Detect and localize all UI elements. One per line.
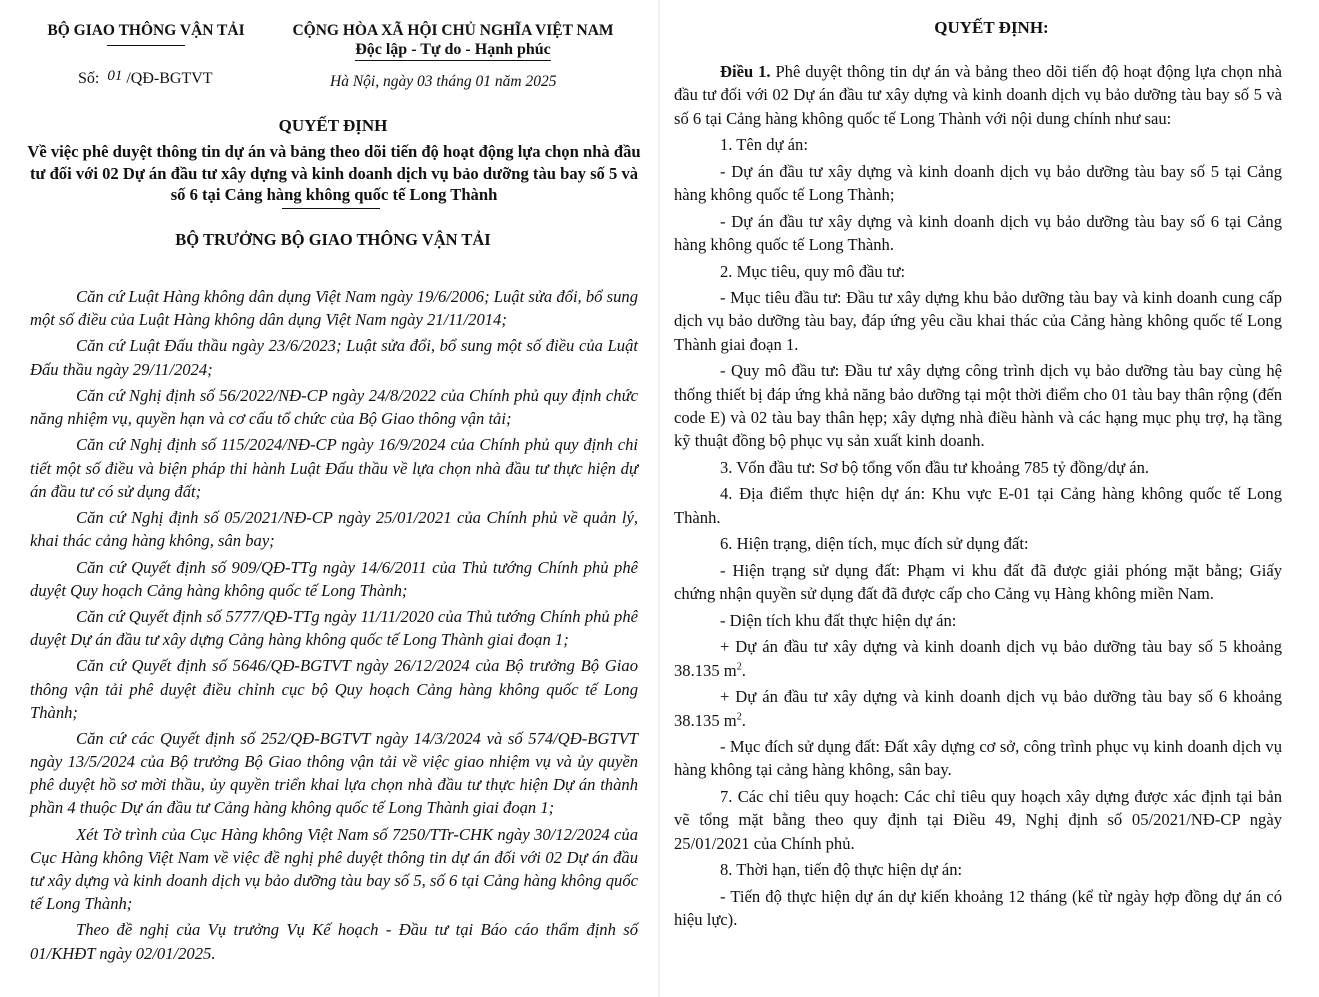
- national-header-block: [270, 22, 636, 61]
- paragraph: - Dự án đầu tư xây dựng và kinh doanh dịch vụ bảo dưỡng tàu bay số 5 tại Cảng hàng không quốc tế Long Thành;: [674, 161, 1282, 205]
- paragraph: - Quy mô đầu tư: Đầu tư xây dựng công trình dịch vụ bảo dưỡng tàu bay cùng hệ thống thiết bị đáp ứng khả năng bảo dưỡng tại một thời điểm cho 01 tàu bay thân rộng (đến code E) và 02 tàu bay thân hẹp; xây dựng nhà điều hành và các hạng mục phụ trợ, hạ tầng kỹ thuật đồng bộ phục vụ sản xuất kinh doanh.: [674, 361, 1282, 451]
- legal-basis-item: Căn cứ các Quyết định số 252/QĐ-BGTVT ngày 14/3/2024 và số 574/QĐ-BGTVT ngày 13/5/2024 của Bộ trưởng Bộ Giao thông vận tải về việc giao nhiệm vụ và ủy quyền phê duyệt hồ sơ mời thầu, ủy quyền triển khai lựa chọn nhà đầu tư thực hiện Dự án thành phần 4 thuộc Dự án đầu tư Cảng hàng không quốc tế Long Thành giai đoạn 1;: [30, 729, 638, 818]
- ministry-name: BỘ GIAO THÔNG VẬN TẢI: [47, 22, 245, 39]
- legal-basis-item: Căn cứ Nghị định số 05/2021/NĐ-CP ngày 25/01/2021 của Chính phủ về quản lý, khai thác cảng hàng không, sân bay;: [30, 508, 638, 551]
- legal-basis-item: Căn cứ Nghị định số 56/2022/NĐ-CP ngày 24/8/2022 của Chính phủ quy định chức năng nhiệm vụ, quyền hạn và cơ cấu tổ chức của Bộ Giao thông vận tải;: [30, 385, 638, 429]
- doc-number-suffix: /QĐ-BGTVT: [126, 70, 213, 87]
- section-heading: 6. Hiện trạng, diện tích, mục đích sử dụng đất:: [720, 534, 1029, 554]
- subject-underline: [282, 208, 380, 209]
- section-heading: 2. Mục tiêu, quy mô đầu tư:: [720, 261, 906, 281]
- paragraph: 4. Địa điểm thực hiện dự án: Khu vực E-01 tại Cảng hàng không quốc tế Long Thành.: [674, 484, 1282, 527]
- decision-body: [674, 60, 1282, 935]
- superscript: 2: [736, 711, 742, 723]
- paragraph: [674, 685, 1282, 732]
- paragraph: - Mục tiêu đầu tư: Đầu tư xây dựng khu bảo dưỡng tàu bay và kinh doanh cung cấp dịch vụ bảo dưỡng tàu bay, đáp ứng yêu cầu khai thác của Cảng hàng không quốc tế Long Thành giai đoạn 1.: [674, 288, 1282, 354]
- nation-name: CỘNG HÒA XÃ HỘI CHỦ NGHĨA VIỆT NAM: [292, 22, 614, 39]
- superscript: 2: [736, 661, 742, 673]
- national-motto: Độc lập - Tự do - Hạnh phúc: [355, 41, 551, 61]
- article-1: [674, 60, 1282, 130]
- paragraph: - Hiện trạng sử dụng đất: Phạm vi khu đất đã được giải phóng mặt bằng; Giấy chứng nhận quyền sử dụng đất đã được cấp cho Cảng vụ Hàng không miền Nam.: [674, 560, 1282, 604]
- legal-basis-item: Căn cứ Quyết định số 5777/QĐ-TTg ngày 11/11/2020 của Thủ tướng Chính phủ phê duyệt Dự án đầu tư xây dựng Cảng hàng không quốc tế Long Thành giai đoạn 1;: [30, 607, 638, 650]
- decision-heading: QUYẾT ĐỊNH:: [934, 18, 1049, 37]
- paragraph: - Mục đích sử dụng đất: Đất xây dựng cơ sở, công trình phục vụ kinh doanh dịch vụ hàng không tại cảng hàng không, sân bay.: [674, 737, 1282, 780]
- place-date: Hà Nội, ngày 03 tháng 01 năm 2025: [330, 73, 557, 90]
- paragraph: [674, 635, 1282, 682]
- area-item-text: + Dự án đầu tư xây dựng và kinh doanh dịch vụ bảo dưỡng tàu bay số 6 khoảng 38.135 m: [674, 687, 1282, 730]
- document-title: QUYẾT ĐỊNH: [278, 116, 388, 135]
- article-1-text: Phê duyệt thông tin dự án và bảng theo dõi tiến độ hoạt động lựa chọn nhà đầu tư đối với 02 Dự án đầu tư xây dựng và kinh doanh dịch vụ bảo dưỡng tàu bay số 5 và số 6 tại Cảng hàng không quốc tế Long Thành với nội dung chính như sau:: [674, 62, 1283, 128]
- period: .: [741, 710, 746, 730]
- legal-basis-item: Căn cứ Luật Đấu thầu ngày 23/6/2023; Luật sửa đổi, bổ sung một số điều của Luật Đấu thầu ngày 29/11/2024;: [30, 336, 638, 379]
- legal-basis-item: Căn cứ Quyết định số 5646/QĐ-BGTVT ngày 26/12/2024 của Bộ trưởng Bộ Giao thông vận tải phê duyệt điều chỉnh cục bộ Quy hoạch Cảng hàng không quốc tế Long Thành;: [30, 656, 638, 722]
- doc-number-value: 01: [107, 68, 123, 84]
- document-subject: Về việc phê duyệt thông tin dự án và bảng theo dõi tiến độ hoạt động lựa chọn nhà đầu tư đối với 02 Dự án đầu tư xây dựng và kinh doanh dịch vụ bảo dưỡng tàu bay số 5 và số 6 tại Cảng hàng không quốc tế Long Thành: [27, 142, 641, 204]
- legal-basis-item: Theo đề nghị của Vụ trưởng Vụ Kế hoạch - Đầu tư tại Báo cáo thẩm định số 01/KHĐT ngày 02/01/2025.: [30, 920, 638, 963]
- legal-basis-item: Căn cứ Quyết định số 909/QĐ-TTg ngày 14/6/2011 của Thủ tướng Chính phủ phê duyệt Quy hoạch Cảng hàng không quốc tế Long Thành;: [30, 557, 638, 600]
- paragraph: - Diện tích khu đất thực hiện dự án:: [720, 610, 957, 630]
- left-page: [0, 0, 656, 997]
- legal-basis-item: Căn cứ Nghị định số 115/2024/NĐ-CP ngày 16/9/2024 của Chính phủ quy định chi tiết một số điều và biện pháp thi hành Luật Đấu thầu về lựa chọn nhà đầu tư thực hiện dự án đầu tư có sử dụng đất;: [30, 435, 638, 501]
- legal-bases: [30, 285, 638, 968]
- issuing-agency-block: [26, 22, 266, 46]
- minister-heading: BỘ TRƯỞNG BỘ GIAO THÔNG VẬN TẢI: [175, 230, 491, 249]
- area-item-text: + Dự án đầu tư xây dựng và kinh doanh dịch vụ bảo dưỡng tàu bay số 5 khoảng 38.135 m: [674, 637, 1282, 680]
- doc-number-prefix: Số:: [78, 70, 100, 87]
- section-heading: 1. Tên dự án:: [720, 135, 808, 155]
- legal-basis-item: Xét Tờ trình của Cục Hàng không Việt Nam số 7250/TTr-CHK ngày 30/12/2024 của Cục Hàng không Việt Nam về việc đề nghị phê duyệt thông tin dự án đối với 02 Dự án đầu tư xây dựng và kinh doanh dịch vụ bảo dưỡng tàu bay số 5, số 6 tại Cảng hàng không quốc tế Long Thành;: [30, 824, 638, 914]
- paragraph: - Tiến độ thực hiện dự án dự kiến khoảng 12 tháng (kể từ ngày hợp đồng dự án có hiệu lực).: [674, 886, 1282, 930]
- paragraph: 7. Các chỉ tiêu quy hoạch: Các chỉ tiêu quy hoạch xây dựng được xác định tại bản vẽ tổng mặt bằng theo quy định tại Điều 49, Nghị định số 05/2021/NĐ-CP ngày 25/01/2021 của Chính phủ.: [674, 787, 1282, 853]
- ministry-underline: [107, 45, 185, 46]
- period: .: [741, 660, 746, 680]
- right-page: [664, 0, 1319, 997]
- document-number: [78, 70, 213, 88]
- article-1-label: Điều 1.: [720, 62, 771, 81]
- page-divider: [658, 0, 660, 997]
- paragraph: 3. Vốn đầu tư: Sơ bộ tổng vốn đầu tư khoảng 785 tỷ đồng/dự án.: [720, 457, 1150, 477]
- section-heading: 8. Thời hạn, tiến độ thực hiện dự án:: [720, 860, 963, 880]
- legal-basis-item: Căn cứ Luật Hàng không dân dụng Việt Nam ngày 19/6/2006; Luật sửa đổi, bổ sung một số điều của Luật Hàng không dân dụng Việt Nam ngày 21/11/2014;: [30, 287, 638, 330]
- paragraph: - Dự án đầu tư xây dựng và kinh doanh dịch vụ bảo dưỡng tàu bay số 6 tại Cảng hàng không quốc tế Long Thành.: [674, 211, 1282, 254]
